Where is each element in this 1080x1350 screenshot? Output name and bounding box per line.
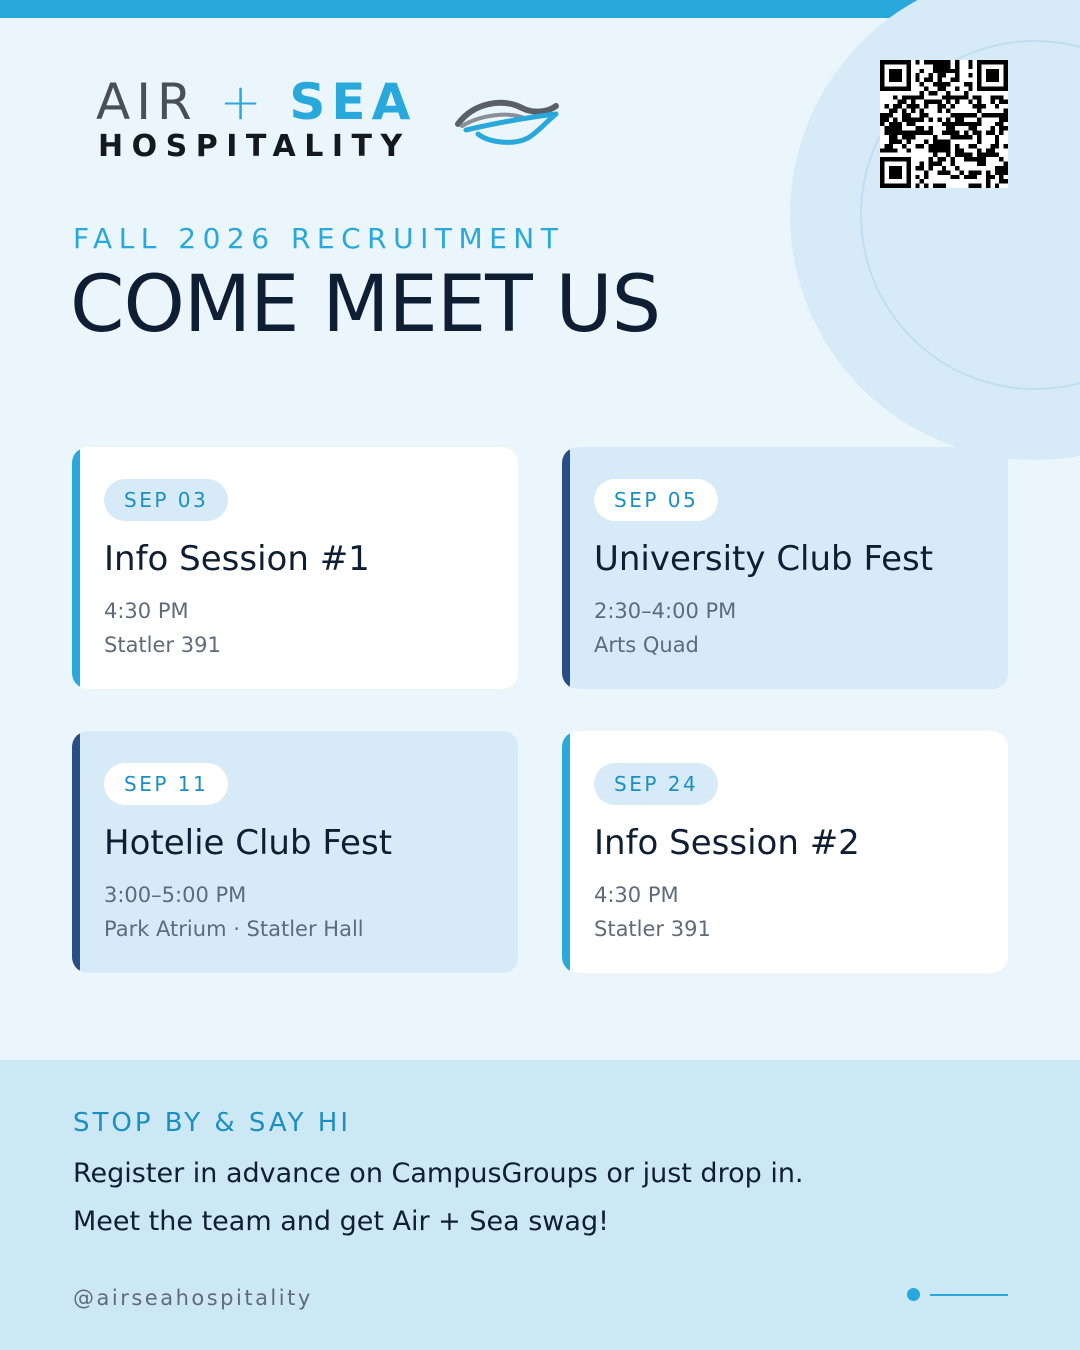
event-location: Park Atrium · Statler Hall	[104, 917, 364, 941]
event-date-badge: SEP 24	[594, 763, 718, 805]
qr-code-icon[interactable]	[880, 60, 1008, 188]
card-accent-bar	[562, 731, 570, 973]
event-card	[562, 731, 1008, 973]
event-title: Hotelie Club Fest	[104, 823, 393, 863]
event-card	[72, 731, 518, 973]
card-accent-bar	[72, 447, 80, 689]
event-time: 4:30 PM	[104, 599, 189, 623]
decorative-rule	[930, 1294, 1008, 1296]
card-accent-bar	[562, 447, 570, 689]
event-title: Info Session #1	[104, 539, 370, 579]
logo-wordmark	[96, 74, 416, 130]
logo-sea-text: SEA	[289, 73, 417, 131]
event-title: Info Session #2	[594, 823, 860, 863]
footer-text-swag: Meet the team and get Air + Sea swag!	[73, 1206, 609, 1237]
social-handle[interactable]: @airseahospitality	[73, 1286, 313, 1310]
logo-subtitle: HOSPITALITY	[98, 129, 411, 164]
event-card	[562, 447, 1008, 689]
event-date-badge: SEP 03	[104, 479, 228, 521]
event-location: Statler 391	[104, 633, 221, 657]
page-title: COME MEET US	[70, 260, 661, 350]
card-accent-bar	[72, 731, 80, 973]
event-date-badge: SEP 11	[104, 763, 228, 805]
event-time: 2:30–4:00 PM	[594, 599, 737, 623]
footer-heading: STOP BY & SAY HI	[73, 1108, 352, 1138]
event-title: University Club Fest	[594, 539, 934, 579]
recruitment-eyebrow: FALL 2026 RECRUITMENT	[73, 222, 565, 255]
event-card	[72, 447, 518, 689]
footer-text-register: Register in advance on CampusGroups or just drop in.	[73, 1158, 804, 1189]
swoosh-wave-icon	[452, 88, 562, 148]
footer-panel	[0, 1060, 1080, 1350]
event-location: Arts Quad	[594, 633, 699, 657]
event-time: 4:30 PM	[594, 883, 679, 907]
event-date-badge: SEP 05	[594, 479, 718, 521]
brand-logo	[96, 74, 566, 164]
event-time: 3:00–5:00 PM	[104, 883, 247, 907]
logo-air-text: AIR	[96, 73, 198, 131]
logo-plus-text: +	[219, 73, 268, 131]
event-location: Statler 391	[594, 917, 711, 941]
decorative-dot	[907, 1288, 920, 1301]
